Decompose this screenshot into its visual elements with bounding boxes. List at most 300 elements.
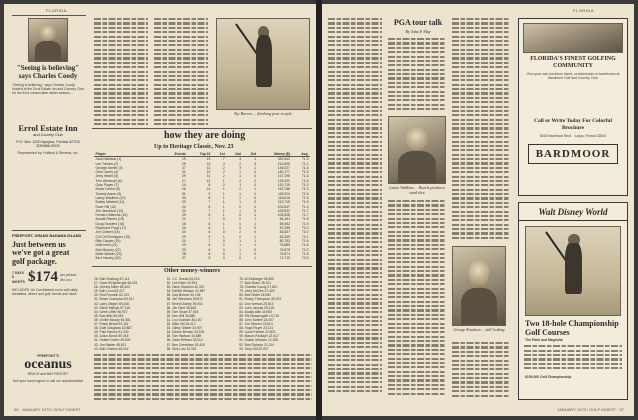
winner-entry: 43. Bob Charles 48,002 [94,346,129,351]
winner-entry: 30. Rod Funseth 62,221 [94,293,130,298]
winner-entry: 80. Bob Smith 26,982 [239,293,271,298]
winner-entry: 68. Dick Lotz 31,901 [166,346,197,351]
winner-entry: 85. Rik Massengale 24,718 [239,313,280,318]
table-cell: 0 [254,230,256,235]
table-cell: Miller Barber (23) [95,251,122,256]
table-cell: Bob Murphy (22) [95,247,121,252]
table-cell: Dave Hill (12) [95,204,117,209]
table-cell: Jack Nicklaus (1) [95,157,122,162]
table-cell: 6 [208,230,211,235]
table-cell: 2 [239,217,241,222]
table-cell: 29 [181,213,186,218]
winner-entry: 62. Mike Hill 35,412 [166,322,196,327]
errol-ad-headline: "Seeing is believing" says Charles Coody [16,64,80,80]
table-cell: 8 [208,204,211,209]
table-cell: 8 [208,195,211,200]
winner-entry: 28. Johnny Miller 65,300 [94,285,130,290]
winner-entry: 58. Jim Dent 38,645 [166,305,197,310]
table-cell: 0 [239,226,241,231]
table-header-cell: 2nd [226,152,242,157]
table-cell: 103,528 [277,213,290,218]
table-cell: 31 [181,191,186,196]
table-cell: 1 [222,191,225,196]
table-cell: 71.0 [301,183,309,188]
table-header-cell: 1st [212,152,226,157]
table-header-cell: Avg. [291,152,310,157]
errol-ad-phone: 305/886-5000 [36,144,60,149]
winner-entry: 64. Deane Beman 34,108 [166,330,205,335]
table-cell: 12 [206,178,211,183]
table-cell: 0 [222,251,225,256]
disney-head: Two 18-hole Championship Golf Courses [525,319,619,337]
table-cell: 4 [222,161,225,166]
winner-entry: 91. Howie Johnson 21,926 [239,338,279,343]
errol-ad-logo: Errol Estate Inn [18,123,78,133]
table-cell: 1 [254,187,256,192]
table-cell: 0 [239,204,241,209]
winner-entry: 42. Jim Barber 48,811 [94,342,127,347]
table-cell: 71.9 [301,200,309,205]
winner-entry: 63. Gibby Gilbert 34,907 [166,326,203,331]
winner-entry: 65. Tom Watson 33,889 [166,334,202,339]
photo-caption: Sky Brewer ... finishing pear in style [234,111,292,116]
section-rule [92,128,312,129]
oceanus-footer: See your travel agent or call our representative [12,378,84,383]
table-cell: 26 [181,226,186,231]
table-cell: 2 [222,165,225,170]
table-cell: Gary Player (7) [95,183,119,188]
table-cell: 0 [222,238,225,243]
winner-entry: 53. Dave Stockton 42,307 [166,285,205,290]
table-cell: Tommy Aaron (9) [95,191,122,196]
winner-entry: 52. Lee Elder 42,914 [166,281,198,286]
left-page-tag: FLORIDA [46,8,67,13]
table-cell: 82,339 [279,234,290,239]
table-cell: 71.4 [301,165,309,170]
photo2-caption: George Knudson ... still looking [453,327,505,332]
table-cell: 2 [222,170,225,175]
table-cell: 1 [254,191,256,196]
table-cell: 1 [254,217,256,222]
errol-estate-ad[interactable] [12,18,84,155]
table-cell: 103,547 [277,204,290,209]
table-cell: 0 [254,183,256,188]
table-cell: 30 [181,195,186,200]
table-cell: 71.6 [301,238,309,243]
table-cell: 22 [181,217,186,222]
winner-entry: 34. Gene Littler 56,907 [94,309,128,314]
left-folio: 36 · JANUARY 1973 / GOLF DIGEST [14,407,81,412]
winner-entry: 89. Lionel Hebert 22,903 [239,330,276,335]
table-cell: 19 [181,157,186,162]
bardmoor-address: 8000 Bardmoor Blvd. · Largo, Florida 33540 [539,134,607,138]
table-cell: 26 [181,221,186,226]
winner-entry: 27. Dave Eichelberger 66,001 [94,281,138,286]
table-cell: 1 [222,195,225,200]
article-column-1 [94,18,148,128]
winner-entry: 57. Kermit Zarley 39,002 [166,301,203,306]
bardmoor-aerial-photo [523,23,623,53]
winner-entry: 51. J.C. Snead 43,216 [166,277,200,281]
table-cell: 71.7 [301,213,309,218]
table-cell: 30 [181,208,186,213]
table-cell: 2 [239,195,241,200]
table-cell: 0 [254,195,256,200]
right-page [322,4,634,416]
oceanus-ad[interactable] [12,234,84,383]
table-cell: 72.0 [301,230,309,235]
table-header-cell: Top 10 [187,152,212,157]
disney-golfer-photo [525,226,621,316]
winner-entry: 41. Hubert Green 49,900 [94,338,131,343]
winner-entry: 88. Hugh Royer 23,114 [239,326,274,331]
table-cell: 29 [181,243,186,248]
charles-coody-photo [28,18,68,62]
winner-entry: 76. Al Geiberger 28,900 [239,277,275,281]
tour-talk-title: PGA tour talk [393,18,443,27]
table-cell: 31 [181,170,186,175]
table-header-cell: Player [94,152,162,157]
bardmoor-cta: Call or Write Today For Colorful Brochure [534,118,612,131]
bardmoor-logo-box [528,144,618,164]
table-cell: Lee Trevino (2) [95,161,119,166]
winner-entry: 39. Paul Harney 51,330 [94,330,129,335]
table-cell: 119,768 [277,187,290,192]
table-cell: Billy Casper (20) [95,238,121,243]
table-cell: George Archer (3) [95,165,123,170]
lanny-wadkins-photo [388,116,446,184]
table-cell: Tom Weiskopf (6) [95,178,122,183]
table-cell: 72.0 [301,247,309,252]
winner-entry: 56. Jim Wiechers 39,871 [166,297,203,302]
disney-logo: Walt Disney World [519,207,627,221]
table-cell: 0 [254,226,256,231]
table-cell: 1 [239,251,241,256]
winner-entry: 61. Lou Graham 36,100 [166,317,202,322]
table-cell: 29 [181,247,186,252]
table-cell: 8 [208,243,211,248]
oceanus-ad-head2: Just between us we've got a great golf package. [12,239,70,266]
winner-entry: 93. Terry Dill 20,907 [239,346,269,351]
table-cell: 72.1 [301,234,309,239]
table-cell: 29 [181,200,186,205]
section-title: how they are doing [164,130,246,141]
bardmoor-logo: BARDMOOR [535,148,611,161]
table-cell: 71.1 [301,161,309,166]
table-cell: Homero Blancas (14) [95,213,128,218]
table-cell: Jim Jamieson (13) [95,208,124,213]
ad-divider [12,230,86,231]
oceanus-price: $174 [28,269,58,286]
winner-entry: 32. Larry Ziegler 59,408 [94,301,130,306]
ad-column-rule [12,15,86,16]
table-title: Up to Heritage Classic, Nov. 23 [154,144,234,150]
table-cell: 1 [239,174,241,179]
table-header-cell: Money ($) [257,152,291,157]
table-cell: Bert Yancey (24) [95,256,121,261]
article-column-2 [154,18,208,128]
table-cell: 20 [181,238,186,243]
table-cell: 7 [222,157,225,162]
table-cell: 116,616 [277,195,290,200]
table-cell: Jim Colbert (18) [95,230,120,235]
table-cell: 71.3 [301,204,309,209]
table-cell: 72,719 [279,256,290,261]
disney-sub: The Palm and Magnolia [525,338,563,342]
table-cell: 9 [208,191,211,196]
table-cell: 1 [254,243,256,248]
table-cell: 3 [254,161,256,166]
table-cell: 120,719 [277,183,290,188]
winner-entry: 29. Bob Lunn 63,417 [94,289,125,294]
winner-entry: 38. Dale Douglass 52,887 [94,326,132,331]
table-cell: 2 [239,187,241,192]
tour-column-1 [328,18,382,398]
oceanus-logo: oceanus [24,357,72,373]
winner-entry: 79. Jerry McGee 27,420 [239,289,275,294]
table-cell: 98,082 [279,221,290,226]
table-cell: Grier Jones (4) [95,170,119,175]
table-cell: 29 [181,174,186,179]
table-cell: 0 [222,217,225,222]
table-cell: Jerry Heard (5) [95,174,119,179]
winner-entry: 35. Bud Allin 55,419 [94,313,124,318]
table-cell: 71.9 [301,221,309,226]
table-cell: 0 [254,208,256,213]
money-winners-table [94,152,310,260]
winner-entry: 26. Bob Rosburg 67,114 [94,277,130,281]
table-cell: Bobby Mitchell (11) [95,200,125,205]
table-cell: 0 [222,256,225,261]
table-cell: 87,285 [279,226,290,231]
table-cell: 2 [222,174,225,179]
disney-world-ad[interactable] [518,202,628,400]
table-cell: 1 [239,170,241,175]
tour-talk-byline: By John P. May [405,29,431,34]
table-cell: 2 [239,178,241,183]
table-cell: 1 [254,165,256,170]
errol-ad-body: "Seeing is believing," says Charles Coody. Hosted at the Errol Estate Inn and Country Club for the third consecutive winter season... [12,83,84,96]
table-cell: 1 [222,226,225,231]
table-cell: 6 [208,256,211,261]
table-cell: 1 [254,221,256,226]
table-cell: 118,924 [277,191,290,196]
table-cell: 80,763 [279,238,290,243]
bardmoor-ad[interactable] [518,18,628,196]
disney-footer: $150,000 Golf Championship [525,375,572,380]
table-cell: 71.5 [301,217,309,222]
table-cell: 24 [181,204,186,209]
table-cell: 83,637 [279,230,290,235]
right-folio: JANUARY 1973 / GOLF DIGEST · 37 [557,407,624,412]
table-cell: 1 [254,234,256,239]
table-cell: 27 [181,178,186,183]
table-cell: 320,542 [277,157,290,162]
table-cell: 71.3 [301,187,309,192]
winner-entry: 40. Julius Boros 50,416 [94,334,129,339]
table-cell: 76,889 [279,243,290,248]
table-cell: 0 [254,200,256,205]
tour-column-2-top [388,38,446,114]
table-cell: 1 [222,221,225,226]
table-cell: 6 [208,221,211,226]
errol-ad-logo-sub: and Country Club [33,133,63,137]
table-cell: 1 [239,243,241,248]
table-cell: 6 [208,226,211,231]
table-cell: 2 [254,170,256,175]
table-cell: 3 [239,165,241,170]
winner-entry: 77. Bob Stone 28,101 [239,281,272,286]
table-row [94,256,310,260]
table-cell: 71.7 [301,208,309,213]
winner-entry: 36. Orville Moody 54,381 [94,317,131,322]
table-cell: Lanny Wadkins (10) [95,195,126,200]
table-cell: 71.5 [301,170,309,175]
table-cell: 2 [239,230,241,235]
table-cell: 2 [254,178,256,183]
winner-entry: 87. Jim Simons 23,614 [239,322,273,327]
table-cell: 1 [239,183,241,188]
table-cell: 6 [208,251,211,256]
table-cell: 0 [222,247,225,252]
winner-entry: 55. Gay Brewer 40,106 [166,293,201,298]
table-cell: 30 [181,230,186,235]
oceanus-price-prefix: 7 DAYS 6 NIGHTS [12,271,25,284]
table-cell: 1 [222,187,225,192]
table-cell: 1 [239,200,241,205]
table-cell: Arnold Palmer (15) [95,217,124,222]
table-cell: 140,177 [277,170,290,175]
table-cell: 214,805 [277,161,290,166]
winner-entry: 82. Don Iverson 25,813 [239,301,274,306]
table-cell: 1 [239,238,241,243]
winner-entry: 83. John Jacobs 25,118 [239,305,274,310]
oceanus-logo-sub: BEACH and BAY RESORT [27,372,69,377]
table-cell: 16 [206,161,211,166]
oceanus-logo-top: FREEPORT'S [37,354,59,359]
winner-entry: 59. Tom Shaw 37,924 [166,309,199,314]
oceanus-price-suffix: per person, dbl. occ. [60,273,78,282]
winner-entry: 84. Buddy Allin 24,900 [239,309,272,314]
table-cell: 11 [206,187,211,192]
winner-entry: 60. Ken Still 36,880 [166,313,196,318]
table-cell: 74,871 [279,251,290,256]
winner-entry: 90. Mason Rudolph 22,417 [239,334,279,339]
table-cell: 0 [239,213,241,218]
table-cell: 0 [239,234,241,239]
photo1-caption: Lanny Wadkins ... Hazels produces sand shot [389,185,445,195]
winner-entry: 78. Charles Coody 27,810 [239,285,278,290]
table-cell: 0 [254,247,256,252]
table-cell: 1 [222,200,225,205]
right-page-tag: FLORIDA [573,8,594,13]
table-cell: 1 [222,204,225,209]
table-cell: 27 [181,165,186,170]
errol-ad-address: P.O. Box 1200 Apopka, Florida 32703 [16,139,80,144]
table-cell: 1 [254,256,256,261]
table-cell: Hale Irwin (21) [95,243,118,248]
table-cell: 0 [254,174,256,179]
winner-entry: 54. DeWitt Weaver 41,987 [166,289,206,294]
tour-column-3-bottom [452,342,510,400]
table-cell: 7 [208,208,211,213]
winner-entry: 66. Dean Refram 33,012 [166,338,203,343]
table-cell: 7 [208,200,211,205]
winner-entry: 81. Rocky Thompson 26,001 [239,297,282,302]
table-cell: 3 [239,157,241,162]
george-knudson-photo [452,246,506,326]
table-cell: 1 [254,213,256,218]
winner-entry: 86. John Schlee 24,007 [239,317,274,322]
table-header-cell: 3rd [243,152,258,157]
table-cell: 8 [208,183,211,188]
list-item [94,347,312,351]
gay-brewer-photo [216,18,310,110]
footnote-text [94,354,312,404]
table-cell: 137,198 [277,174,290,179]
table-cell: 75,879 [279,247,290,252]
table-cell: 5 [208,234,211,239]
oceanus-ad-includes: INCLUDES: Air Conditioned room with daily breakfast, dinner and golf, tennis and more [12,288,78,297]
table-cell: 14 [181,183,186,188]
table-cell: Bruce Devlin (8) [95,187,120,192]
table-cell: 27 [181,256,186,261]
table-cell: 71.8 [301,243,309,248]
table-header-cell: Events [162,152,188,157]
table-cell: 0 [239,256,241,261]
left-page [4,4,316,416]
winner-entry: 67. Ben Crenshaw 32,418 [166,342,205,347]
table-cell: 72.0 [301,226,309,231]
table-cell: 29 [181,161,186,166]
table-cell: 71.3 [301,157,309,162]
table-cell: 6 [208,247,211,252]
table-cell: 72.0 [301,256,309,261]
table-cell: 1 [222,213,225,218]
disney-body-text [524,345,622,375]
winners-title: Other money-winners [164,268,221,274]
bardmoor-body: Own your own luxurious home, condominium or townhouse at Bardmoor Golf and Country Club [526,72,620,81]
table-cell: 0 [222,230,225,235]
table-cell: 109,532 [277,208,290,213]
table-cell: 29 [181,234,186,239]
table-cell: 26 [181,187,186,192]
table-cell: 7 [208,217,211,222]
table-cell: 1 [222,208,225,213]
table-cell: 0 [239,221,241,226]
table-cell: 1 [239,191,241,196]
table-cell: 113,719 [277,200,290,205]
oceanus-ad-head1: FREEPORT, GRAND BAHAMA ISLAND [12,234,82,238]
table-cell: 1 [222,234,225,239]
table-cell: 1 [239,247,241,252]
table-cell: 10 [206,170,211,175]
table-cell: 8 [208,213,211,218]
table-cell: 13 [206,157,211,162]
winners-rule [92,266,312,267]
table-cell: 11 [206,174,211,179]
table-cell: Doug Sanders (16) [95,221,125,226]
table-cell: Chi Chi Rodriguez (19) [95,234,130,239]
table-cell: 71.6 [301,191,309,196]
table-cell: 7 [208,238,211,243]
table-cell: Raymond Floyd (17) [95,226,127,231]
table-cell: 2 [239,161,241,166]
winner-entry: 33. Steve Melnyk 57,118 [94,305,131,310]
errol-ad-rep: Represented by: Holland & Stevens, Inc. [17,150,79,155]
table-cell: 1 [254,204,256,209]
table-cell: 1 [239,208,241,213]
